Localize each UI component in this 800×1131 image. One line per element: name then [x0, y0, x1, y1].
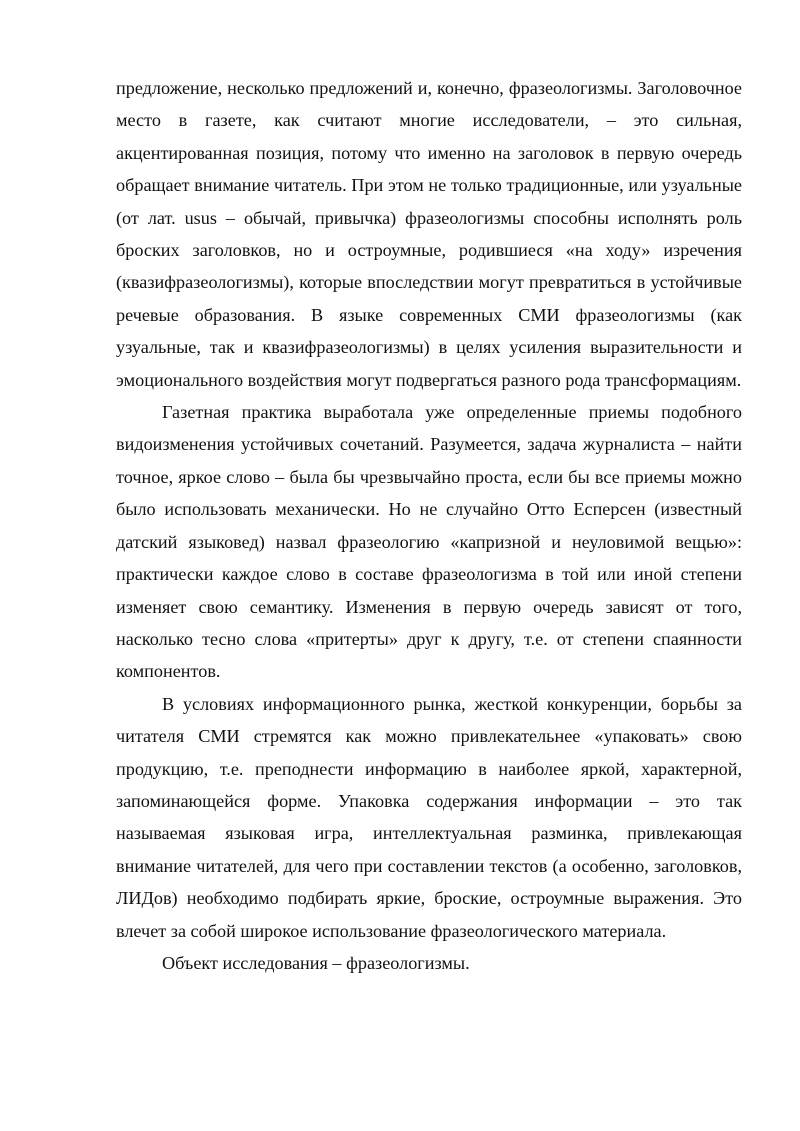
paragraph-newspaper-practice: Газетная практика выработала уже определенные приемы подобного видоизменения устойчивых сочетаний. Разумеется, задача журналиста – найти точное, яркое слово – была бы чрезвычайно проста, если бы все приемы можно было использовать механически. Но не случайно Отто Есперсен (известный датский языковед) назвал фразеологию «капризной и неуловимой вещью»: практически каждое слово в составе фразеологизма в той или иной степени изменяет свою семантику. Изменения в первую очередь зависят от того, насколько тесно слова «притерты» друг к другу, т.е. от степени спаянности компонентов. [116, 402, 742, 682]
paragraph-continuation: предложение, несколько предложений и, конечно, фразеологизмы. Заголовочное место в газете, как считают многие исследователи, – это сильная, акцентированная позиция, потому что именно на заголовок в первую очередь обращает внимание читатель. При этом не только традиционные, или узуальные (от лат. usus – обычай, привычка) фразеологизмы способны исполнять роль броских заголовков, но и остроумные, родившиеся «на ходу» изречения (квазифразеологизмы), которые впоследствии могут превратиться в устойчивые речевые образования. В языке современных СМИ фразеологизмы (как узуальные, так и квазифразеологизмы) в целях усиления выразительности и эмоционального воздействия могут подвергаться разного рода трансформациям. [116, 78, 742, 390]
paragraph-research-object: Объект исследования – фразеологизмы. [162, 952, 470, 973]
paragraph-information-market: В условиях информационного рынка, жесткой конкуренции, борьбы за читателя СМИ стремятся как можно привлекательнее «упаковать» свою продукцию, т.е. преподнести информацию в наиболее яркой, характерной, запоминающейся форме. Упаковка содержания информации – это так называемая языковая игра, интеллектуальная разминка, привлекающая внимание читателей, для чего при составлении текстов (а особенно, заголовков, ЛИДов) необходимо подбирать яркие, броские, остроумные выражения. Это влечет за собой широкое использование фразеологического материала. [116, 693, 742, 941]
document-page [116, 72, 742, 979]
